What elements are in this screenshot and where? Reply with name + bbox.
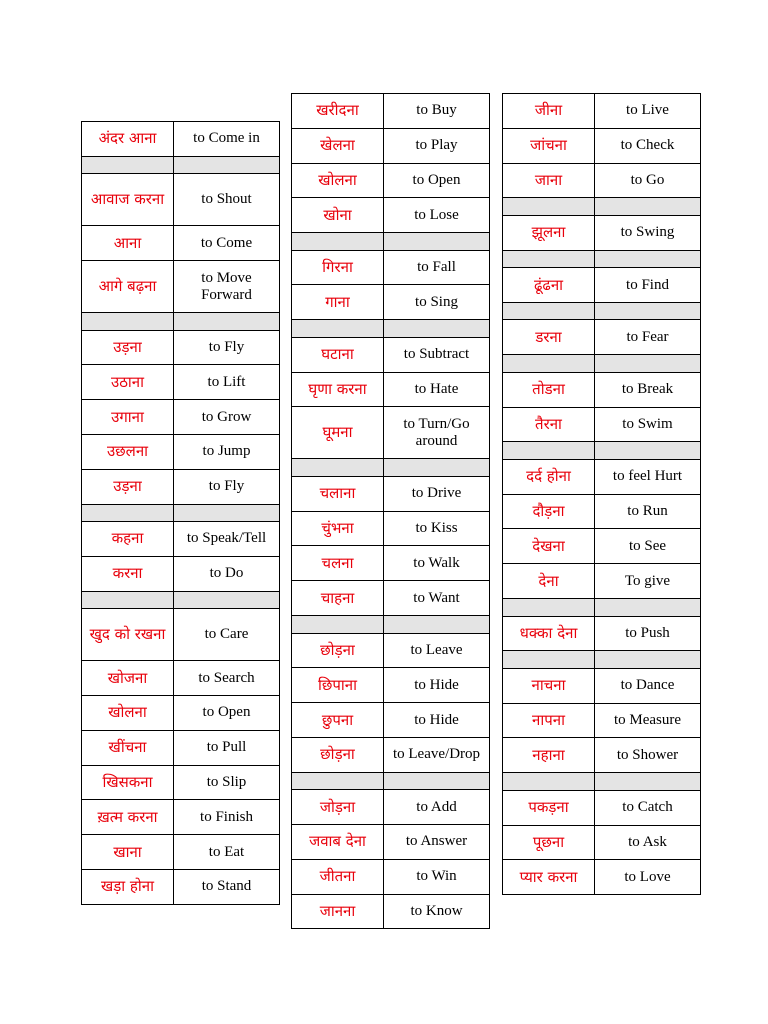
hindi-word: खड़ा होना: [82, 869, 174, 904]
hindi-word: अंदर आना: [82, 122, 174, 157]
hindi-word: जांचना: [503, 128, 595, 163]
vocab-row: [292, 859, 490, 894]
english-meaning: to Find: [595, 268, 701, 303]
english-meaning: to Drive: [384, 476, 490, 511]
separator-row: [292, 320, 490, 338]
separator-cell: [384, 320, 490, 338]
vocab-row: [292, 285, 490, 320]
hindi-word: छोड़ना: [292, 737, 384, 772]
vocab-row: [82, 556, 280, 591]
english-meaning: to Fall: [384, 250, 490, 285]
vocab-row: [82, 261, 280, 313]
english-meaning: to Shower: [595, 738, 701, 773]
english-meaning: To give: [595, 564, 701, 599]
hindi-word: तोडना: [503, 372, 595, 407]
hindi-word: पकड़ना: [503, 790, 595, 825]
vocab-row: [503, 163, 701, 198]
hindi-word: कहना: [82, 522, 174, 557]
english-meaning: to Fear: [595, 320, 701, 355]
vocab-row: [292, 546, 490, 581]
separator-cell: [503, 773, 595, 791]
vocab-row: [292, 737, 490, 772]
hindi-word: जवाब देना: [292, 825, 384, 860]
vocab-row: [292, 128, 490, 163]
vocab-row: [82, 330, 280, 365]
hindi-word: खोना: [292, 198, 384, 233]
separator-cell: [595, 198, 701, 216]
english-meaning: to Do: [174, 556, 280, 591]
hindi-word: खरीदना: [292, 94, 384, 129]
english-meaning: to Jump: [174, 434, 280, 469]
vocab-row: [292, 476, 490, 511]
vocab-row: [503, 703, 701, 738]
hindi-word: खिसकना: [82, 765, 174, 800]
hindi-word: खोजना: [82, 661, 174, 696]
english-meaning: to Come: [174, 226, 280, 261]
separator-cell: [292, 459, 384, 477]
english-meaning: to Search: [174, 661, 280, 696]
hindi-word: नहाना: [503, 738, 595, 773]
english-meaning: to Come in: [174, 122, 280, 157]
vocab-row: [292, 581, 490, 616]
hindi-word: घृणा करना: [292, 372, 384, 407]
separator-cell: [82, 591, 174, 609]
separator-row: [292, 616, 490, 634]
hindi-word: घटाना: [292, 337, 384, 372]
english-meaning: to Know: [384, 894, 490, 929]
hindi-word: गिरना: [292, 250, 384, 285]
vocab-row: [503, 494, 701, 529]
english-meaning: to Sing: [384, 285, 490, 320]
vocab-row: [82, 695, 280, 730]
hindi-word: खाना: [82, 835, 174, 870]
vocab-row: [82, 609, 280, 661]
hindi-word: चाहना: [292, 581, 384, 616]
vocab-table-3: [502, 93, 701, 895]
hindi-word: धक्का देना: [503, 616, 595, 651]
english-meaning: to Speak/Tell: [174, 522, 280, 557]
separator-row: [503, 442, 701, 460]
vocab-table-body: [292, 94, 490, 929]
hindi-word: खुद को रखना: [82, 609, 174, 661]
hindi-word: उछलना: [82, 434, 174, 469]
vocab-row: [82, 730, 280, 765]
vocab-row: [292, 337, 490, 372]
separator-cell: [503, 302, 595, 320]
separator-cell: [174, 313, 280, 331]
hindi-word: पूछना: [503, 825, 595, 860]
vocab-row: [82, 522, 280, 557]
vocab-row: [503, 407, 701, 442]
separator-cell: [503, 198, 595, 216]
vocab-row: [503, 825, 701, 860]
english-meaning: to Ask: [595, 825, 701, 860]
hindi-word: जाना: [503, 163, 595, 198]
english-meaning: to Add: [384, 790, 490, 825]
english-meaning: to Subtract: [384, 337, 490, 372]
vocab-row: [292, 163, 490, 198]
english-meaning: to Dance: [595, 668, 701, 703]
hindi-word: जोड़ना: [292, 790, 384, 825]
hindi-word: खोलना: [82, 695, 174, 730]
hindi-word: चलना: [292, 546, 384, 581]
vocab-row: [82, 661, 280, 696]
separator-cell: [595, 773, 701, 791]
separator-row: [503, 250, 701, 268]
hindi-word: दौड़ना: [503, 494, 595, 529]
hindi-word: खेलना: [292, 128, 384, 163]
hindi-word: गाना: [292, 285, 384, 320]
vocab-row: [503, 459, 701, 494]
vocab-table-2: [291, 93, 490, 929]
vocab-row: [82, 226, 280, 261]
hindi-word: जीतना: [292, 859, 384, 894]
english-meaning: to Live: [595, 94, 701, 129]
hindi-word: नाचना: [503, 668, 595, 703]
separator-cell: [595, 599, 701, 617]
english-meaning: to Measure: [595, 703, 701, 738]
english-meaning: to Care: [174, 609, 280, 661]
vocab-row: [292, 94, 490, 129]
hindi-word: चलाना: [292, 476, 384, 511]
english-meaning: to See: [595, 529, 701, 564]
separator-row: [82, 156, 280, 174]
english-meaning: to feel Hurt: [595, 459, 701, 494]
english-meaning: to Lift: [174, 365, 280, 400]
separator-cell: [595, 250, 701, 268]
hindi-word: प्यार करना: [503, 860, 595, 895]
hindi-word: खींचना: [82, 730, 174, 765]
english-meaning: to Break: [595, 372, 701, 407]
vocab-row: [82, 434, 280, 469]
english-meaning: to Play: [384, 128, 490, 163]
hindi-word: खोलना: [292, 163, 384, 198]
english-meaning: to Hide: [384, 668, 490, 703]
vocab-row: [292, 407, 490, 459]
hindi-word: छोड़ना: [292, 633, 384, 668]
english-meaning: to Open: [384, 163, 490, 198]
vocab-row: [503, 215, 701, 250]
vocab-row: [503, 790, 701, 825]
hindi-word: करना: [82, 556, 174, 591]
english-meaning: to Answer: [384, 825, 490, 860]
vocab-row: [503, 128, 701, 163]
hindi-word: आवाज करना: [82, 174, 174, 226]
english-meaning: to Hate: [384, 372, 490, 407]
separator-cell: [384, 772, 490, 790]
english-meaning: to Catch: [595, 790, 701, 825]
separator-cell: [503, 599, 595, 617]
english-meaning: to Kiss: [384, 511, 490, 546]
separator-row: [292, 772, 490, 790]
english-meaning: to Buy: [384, 94, 490, 129]
separator-cell: [503, 355, 595, 373]
vocab-row: [292, 198, 490, 233]
english-meaning: to Lose: [384, 198, 490, 233]
vocab-row: [292, 633, 490, 668]
english-meaning: to Pull: [174, 730, 280, 765]
english-meaning: to Leave: [384, 633, 490, 668]
english-meaning: to Check: [595, 128, 701, 163]
separator-cell: [174, 591, 280, 609]
hindi-word: उगाना: [82, 400, 174, 435]
vocab-row: [82, 122, 280, 157]
separator-cell: [595, 302, 701, 320]
separator-cell: [82, 156, 174, 174]
separator-cell: [174, 504, 280, 522]
separator-cell: [503, 442, 595, 460]
hindi-word: ढूंढना: [503, 268, 595, 303]
english-meaning: to Love: [595, 860, 701, 895]
english-meaning: to Hide: [384, 703, 490, 738]
vocab-row: [503, 320, 701, 355]
english-meaning: to Run: [595, 494, 701, 529]
vocab-row: [503, 268, 701, 303]
vocab-row: [82, 174, 280, 226]
vocab-row: [292, 511, 490, 546]
separator-cell: [174, 156, 280, 174]
hindi-word: घूमना: [292, 407, 384, 459]
hindi-word: चुंभना: [292, 511, 384, 546]
separator-row: [503, 355, 701, 373]
english-meaning: to Push: [595, 616, 701, 651]
separator-row: [503, 302, 701, 320]
hindi-word: आगे बढ़ना: [82, 261, 174, 313]
hindi-word: देना: [503, 564, 595, 599]
english-meaning: to Want: [384, 581, 490, 616]
vocab-row: [82, 869, 280, 904]
hindi-word: छिपाना: [292, 668, 384, 703]
hindi-word: ख़त्म करना: [82, 800, 174, 835]
hindi-word: उड़ना: [82, 330, 174, 365]
vocab-row: [503, 860, 701, 895]
separator-cell: [595, 355, 701, 373]
separator-row: [82, 504, 280, 522]
vocab-row: [503, 94, 701, 129]
separator-cell: [292, 616, 384, 634]
vocab-row: [82, 765, 280, 800]
vocab-row: [292, 703, 490, 738]
separator-row: [82, 591, 280, 609]
separator-row: [503, 773, 701, 791]
english-meaning: to Stand: [174, 869, 280, 904]
hindi-word: झूलना: [503, 215, 595, 250]
vocab-row: [503, 668, 701, 703]
separator-cell: [503, 651, 595, 669]
hindi-word: छुपना: [292, 703, 384, 738]
separator-cell: [82, 313, 174, 331]
separator-cell: [503, 250, 595, 268]
english-meaning: to Swim: [595, 407, 701, 442]
english-meaning: to Swing: [595, 215, 701, 250]
hindi-word: जीना: [503, 94, 595, 129]
vocab-table-1: [81, 121, 280, 905]
english-meaning: to Shout: [174, 174, 280, 226]
separator-cell: [384, 616, 490, 634]
english-meaning: to Eat: [174, 835, 280, 870]
hindi-word: देखना: [503, 529, 595, 564]
vocab-row: [503, 372, 701, 407]
hindi-word: डरना: [503, 320, 595, 355]
separator-cell: [292, 772, 384, 790]
separator-row: [292, 459, 490, 477]
english-meaning: to Fly: [174, 330, 280, 365]
hindi-word: नापना: [503, 703, 595, 738]
english-meaning: to Open: [174, 695, 280, 730]
vocab-row: [82, 800, 280, 835]
hindi-word: दर्द होना: [503, 459, 595, 494]
english-meaning: to Finish: [174, 800, 280, 835]
vocab-row: [82, 400, 280, 435]
hindi-word: तैरना: [503, 407, 595, 442]
separator-cell: [292, 233, 384, 251]
vocab-row: [503, 564, 701, 599]
hindi-word: जानना: [292, 894, 384, 929]
vocab-table-body: [503, 94, 701, 895]
english-meaning: to Go: [595, 163, 701, 198]
vocab-row: [503, 616, 701, 651]
english-meaning: to Move Forward: [174, 261, 280, 313]
vocab-row: [292, 668, 490, 703]
english-meaning: to Slip: [174, 765, 280, 800]
separator-row: [292, 233, 490, 251]
vocab-row: [292, 894, 490, 929]
hindi-word: आना: [82, 226, 174, 261]
english-meaning: to Walk: [384, 546, 490, 581]
separator-row: [82, 313, 280, 331]
separator-row: [503, 599, 701, 617]
english-meaning: to Fly: [174, 469, 280, 504]
vocab-row: [503, 738, 701, 773]
vocab-row: [82, 469, 280, 504]
hindi-word: उठाना: [82, 365, 174, 400]
separator-cell: [595, 651, 701, 669]
separator-cell: [292, 320, 384, 338]
vocab-row: [292, 825, 490, 860]
vocab-table-body: [82, 122, 280, 905]
vocab-row: [503, 529, 701, 564]
vocab-row: [82, 835, 280, 870]
english-meaning: to Leave/Drop: [384, 737, 490, 772]
vocab-row: [292, 790, 490, 825]
separator-cell: [595, 442, 701, 460]
separator-row: [503, 651, 701, 669]
vocab-row: [292, 372, 490, 407]
separator-row: [503, 198, 701, 216]
vocab-row: [292, 250, 490, 285]
hindi-word: उड़ना: [82, 469, 174, 504]
separator-cell: [384, 233, 490, 251]
english-meaning: to Win: [384, 859, 490, 894]
english-meaning: to Turn/Go around: [384, 407, 490, 459]
separator-cell: [82, 504, 174, 522]
vocab-row: [82, 365, 280, 400]
separator-cell: [384, 459, 490, 477]
english-meaning: to Grow: [174, 400, 280, 435]
